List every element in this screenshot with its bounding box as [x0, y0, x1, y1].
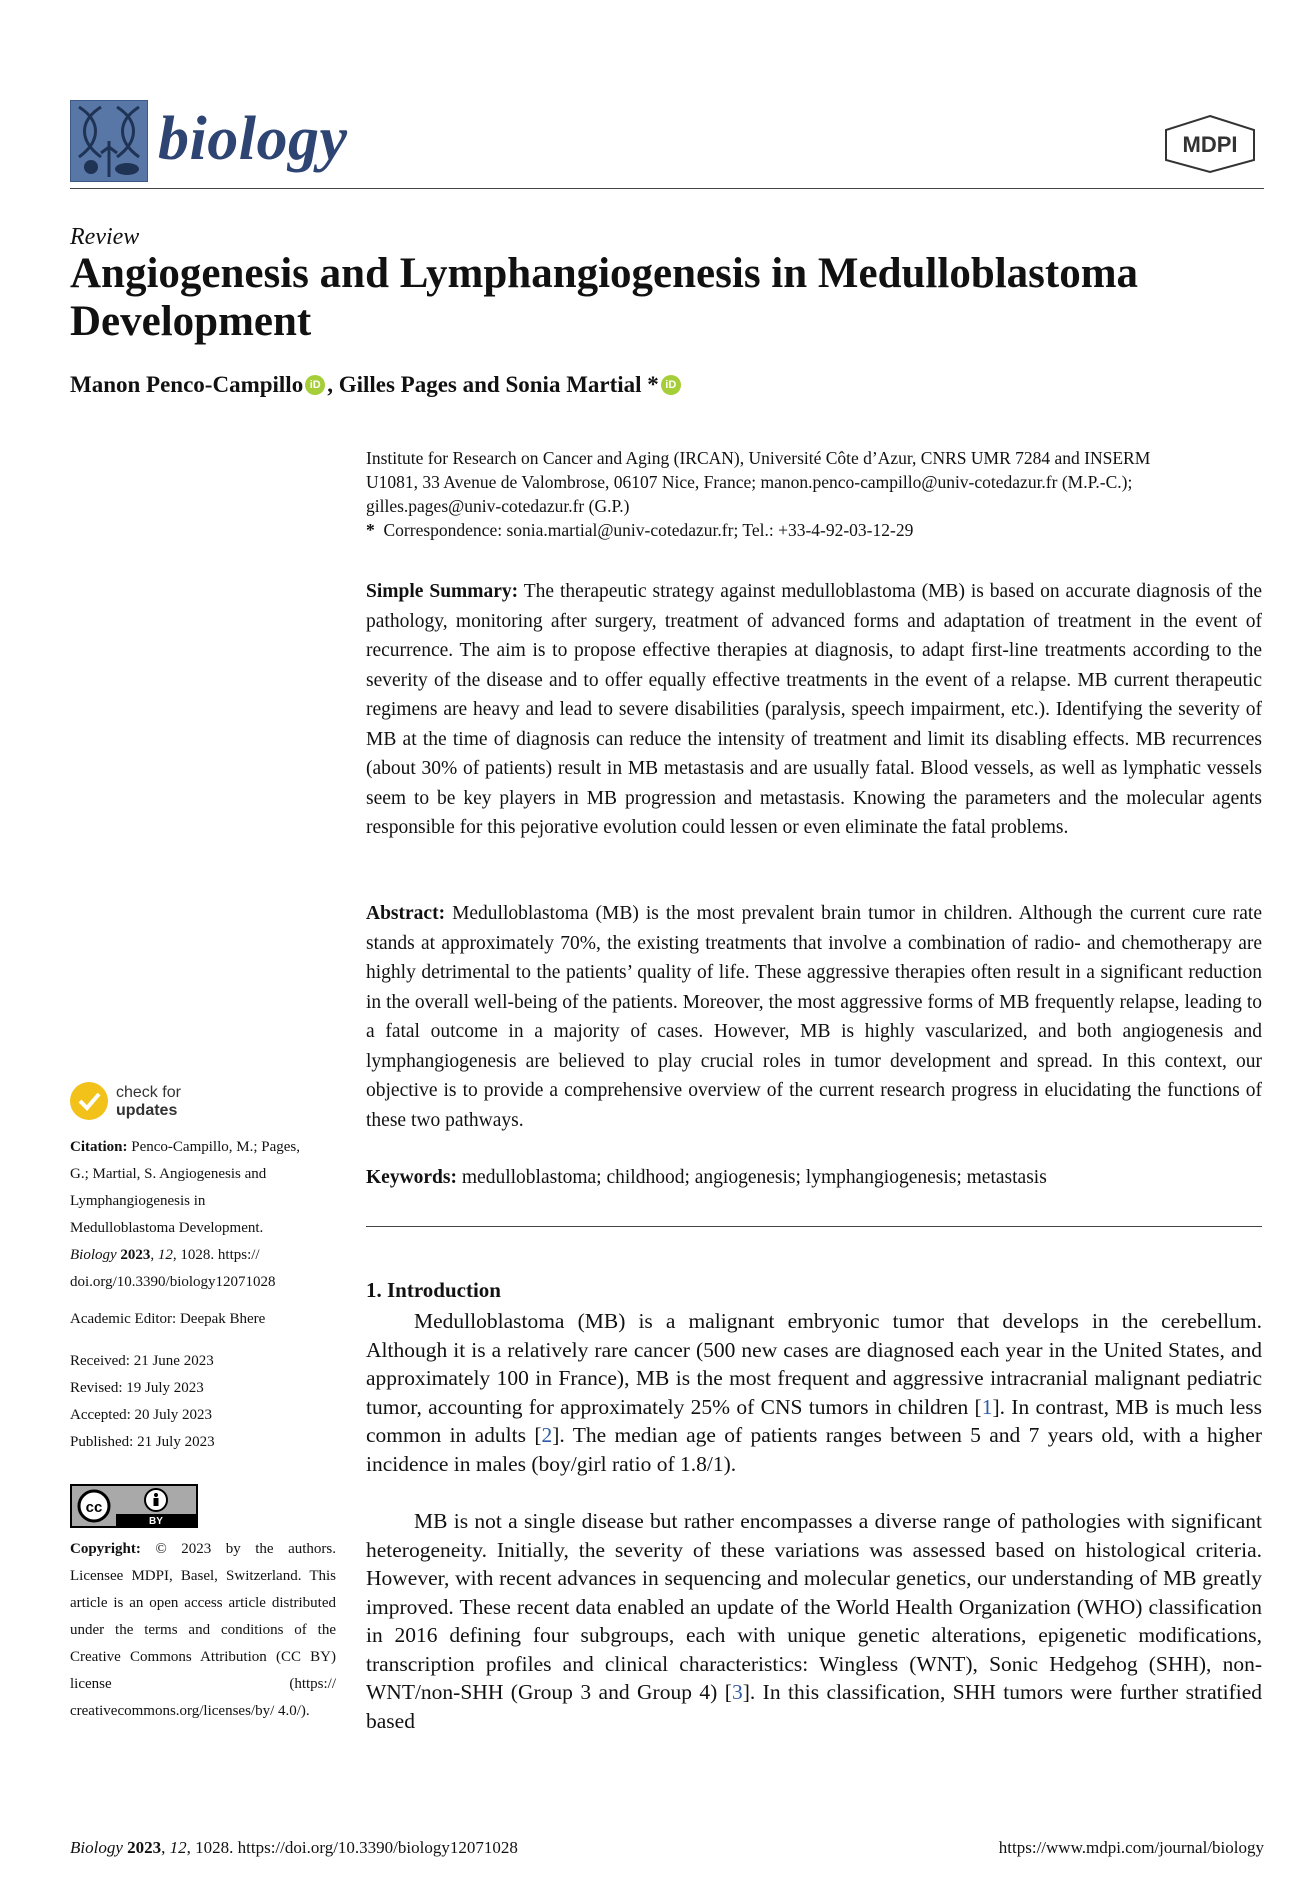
- intro-text: ]. The median age of patients ranges between 5 and 7 years old, with a higher incidence in males (boy/girl ratio of 1.8/1).: [366, 1423, 1262, 1476]
- journal-logo-icon: [70, 100, 148, 182]
- correspondence-text: Correspondence: sonia.martial@univ-cotedazur.fr; Tel.: +33-4-92-03-12-29: [383, 520, 914, 540]
- published-date: Published: 21 July 2023: [70, 1434, 215, 1450]
- header-divider: [70, 188, 1264, 189]
- keywords-text: medulloblastoma; childhood; angiogenesis; lymphangiogenesis; metastasis: [461, 1167, 1047, 1188]
- abstract-text: Medulloblastoma (MB) is the most prevalent brain tumor in children. Although the current cure rate stands at approximately 70%, the existing treatments that involve a combination of radio- and chemotherapy are highly detrimental to the patients’ quality of life. These aggressive therapies often result in a significant reduction in the overall well-being of the patients. Moreover, the most aggressive forms of MB frequently relapse, leading to a fatal outcome in a majority of cases. However, MB is highly vascularized, and both angiogenesis and lymphangiogenesis are believed to play crucial roles in tumor development and spread. In this context, our objective is to provide a comprehensive overview of the current research progress in elucidating the functions of these two pathways.: [366, 903, 1263, 1131]
- intro-text: Medulloblastoma (MB) is a malignant embryonic tumor that develops in the cerebellum. Although it is a relatively rare cancer (500 new cases are diagnosed each year in the United States, and approximately 100 in France), MB is the most frequent and aggressive intracranial malignant pediatric tumor, accounting for approximately 25% of CNS tumors in children [: [366, 1309, 1262, 1419]
- citation-link[interactable]: 1: [981, 1394, 993, 1419]
- keywords: [366, 1163, 1262, 1193]
- abstract: [366, 899, 1262, 1135]
- received-date: Received: 21 June 2023: [70, 1353, 214, 1369]
- correspondence-line: [366, 518, 1266, 542]
- copyright-text: © 2023 by the authors. Licensee MDPI, Basel, Switzerland. This article is an open access article distributed under the terms and conditions of the Creative Commons Attribution (CC BY) license (https:// creativecommons.org/licenses/by/ 4.0/).: [70, 1541, 337, 1719]
- author-names[interactable]: , Gilles Pages and Sonia Martial *: [327, 372, 659, 397]
- affiliation-line: Institute for Research on Cancer and Aging (IRCAN), Université Côte d’Azur, CNRS UMR 7284 and INSERM: [366, 448, 1151, 468]
- citation-label: Citation:: [70, 1139, 128, 1155]
- by-label: BY: [149, 1516, 163, 1526]
- citation-link[interactable]: 3: [731, 1680, 743, 1704]
- intro-paragraph-1: [366, 1307, 1262, 1478]
- keywords-label: Keywords:: [366, 1167, 457, 1188]
- orcid-icon[interactable]: iD: [305, 375, 325, 395]
- footer-citation: Biology 2023, 12, 1028. https://doi.org/10.3390/biology12071028: [70, 1838, 518, 1857]
- check-for-updates-label: check for updates: [116, 1084, 181, 1119]
- academic-editor: Academic Editor: Deepak Bhere: [70, 1311, 266, 1327]
- abstract-label: Abstract:: [366, 903, 446, 924]
- citation-block: Citation: Penco-Campillo, M.; Pages, G.; Martial, S. Angiogenesis and Lymphangiogenesis in Medulloblastoma Development. Biology 2023, 12, 1028. https:// doi.org/10.3390/biology12071028: [70, 1134, 336, 1296]
- simple-summary: [366, 577, 1262, 843]
- revised-date: Revised: 19 July 2023: [70, 1380, 204, 1396]
- affiliation-line: U1081, 33 Avenue de Valombrose, 06107 Nice, France; manon.penco-campillo@univ-cotedazur.fr (M.P.-C.);: [366, 472, 1133, 492]
- citation-link[interactable]: 2: [541, 1423, 553, 1447]
- mdpi-logo-icon[interactable]: [1162, 114, 1258, 174]
- accepted-date: Accepted: 20 July 2023: [70, 1407, 213, 1423]
- footer-journal-url[interactable]: https://www.mdpi.com/journal/biology: [998, 1838, 1264, 1857]
- author-name[interactable]: Manon Penco-Campillo: [70, 372, 304, 397]
- correspondence-star: *: [366, 520, 375, 540]
- abstract-divider: [366, 1226, 1262, 1227]
- intro-text: ]. In this classification, SHH tumors were further stratified based: [366, 1680, 1262, 1733]
- copyright-label: Copyright:: [70, 1541, 141, 1557]
- check-for-updates-button[interactable]: [70, 1082, 240, 1126]
- article-type: Review: [70, 224, 140, 250]
- intro-text: MB is not a single disease but rather encompasses a diverse range of pathologies with significant heterogeneity. Initially, the severity of these variations was assessed based on histological criteria. However, with recent advances in sequencing and molecular genetics, our understanding of MB greatly improved. These recent data enabled an update of the World Health Organization (WHO) classification in 2016 defining four subgroups, each with unique genetic alterations, epigenetic modifications, transcription profiles and clinical characteristics: Wingless (WNT), Sonic Hedgehog (SHH), non-WNT/non-SHH (Group 3 and Group 4) [: [366, 1509, 1262, 1704]
- cc-by-license-badge[interactable]: [70, 1484, 198, 1528]
- simple-summary-text: The therapeutic strategy against medulloblastoma (MB) is based on accurate diagnosis of the pathology, monitoring after surgery, treatment of advanced forms and adaptation of treatment in the event of recurrence. The aim is to propose effective therapies at diagnosis, to adapt first-line treatments according to the severity of the disease and to offer equally effective treatments in the event of a relapse. MB current therapeutic regimens are heavy and lead to severe disabilities (paralysis, speech impairment, etc.). Identifying the severity of MB at the time of diagnosis can reduce the intensity of treatment and limit its disabling effects. MB recurrences (about 30% of patients) result in MB metastasis and are usually fatal. Blood vessels, as well as lymphatic vessels seem to be key players in MB progression and metastasis. Knowing the parameters and the molecular agents responsible for this pejorative evolution could lessen or even eliminate the fatal problems.: [366, 581, 1262, 838]
- copyright-notice: [70, 1536, 336, 1725]
- section-heading: 1. Introduction: [366, 1278, 501, 1302]
- cc-icon: cc: [85, 1499, 103, 1516]
- author-list: [70, 372, 683, 398]
- simple-summary-label: Simple Summary:: [366, 581, 519, 602]
- journal-name[interactable]: biology: [158, 105, 348, 173]
- check-for-updates-icon: [70, 1082, 108, 1120]
- mdpi-logo-text: MDPI: [1182, 132, 1238, 157]
- intro-paragraph-2: [366, 1507, 1262, 1735]
- orcid-icon[interactable]: iD: [661, 375, 681, 395]
- article-title: Angiogenesis and Lymphangiogenesis in Medulloblastoma Development: [70, 250, 1139, 345]
- citation-doi-link[interactable]: doi.org/10.3390/biology12071028: [70, 1274, 276, 1290]
- affiliation-line: gilles.pages@univ-cotedazur.fr (G.P.): [366, 496, 630, 516]
- intro-text: ]. In contrast, MB is much less common in adults [: [366, 1394, 1263, 1447]
- publication-dates: [70, 1348, 336, 1456]
